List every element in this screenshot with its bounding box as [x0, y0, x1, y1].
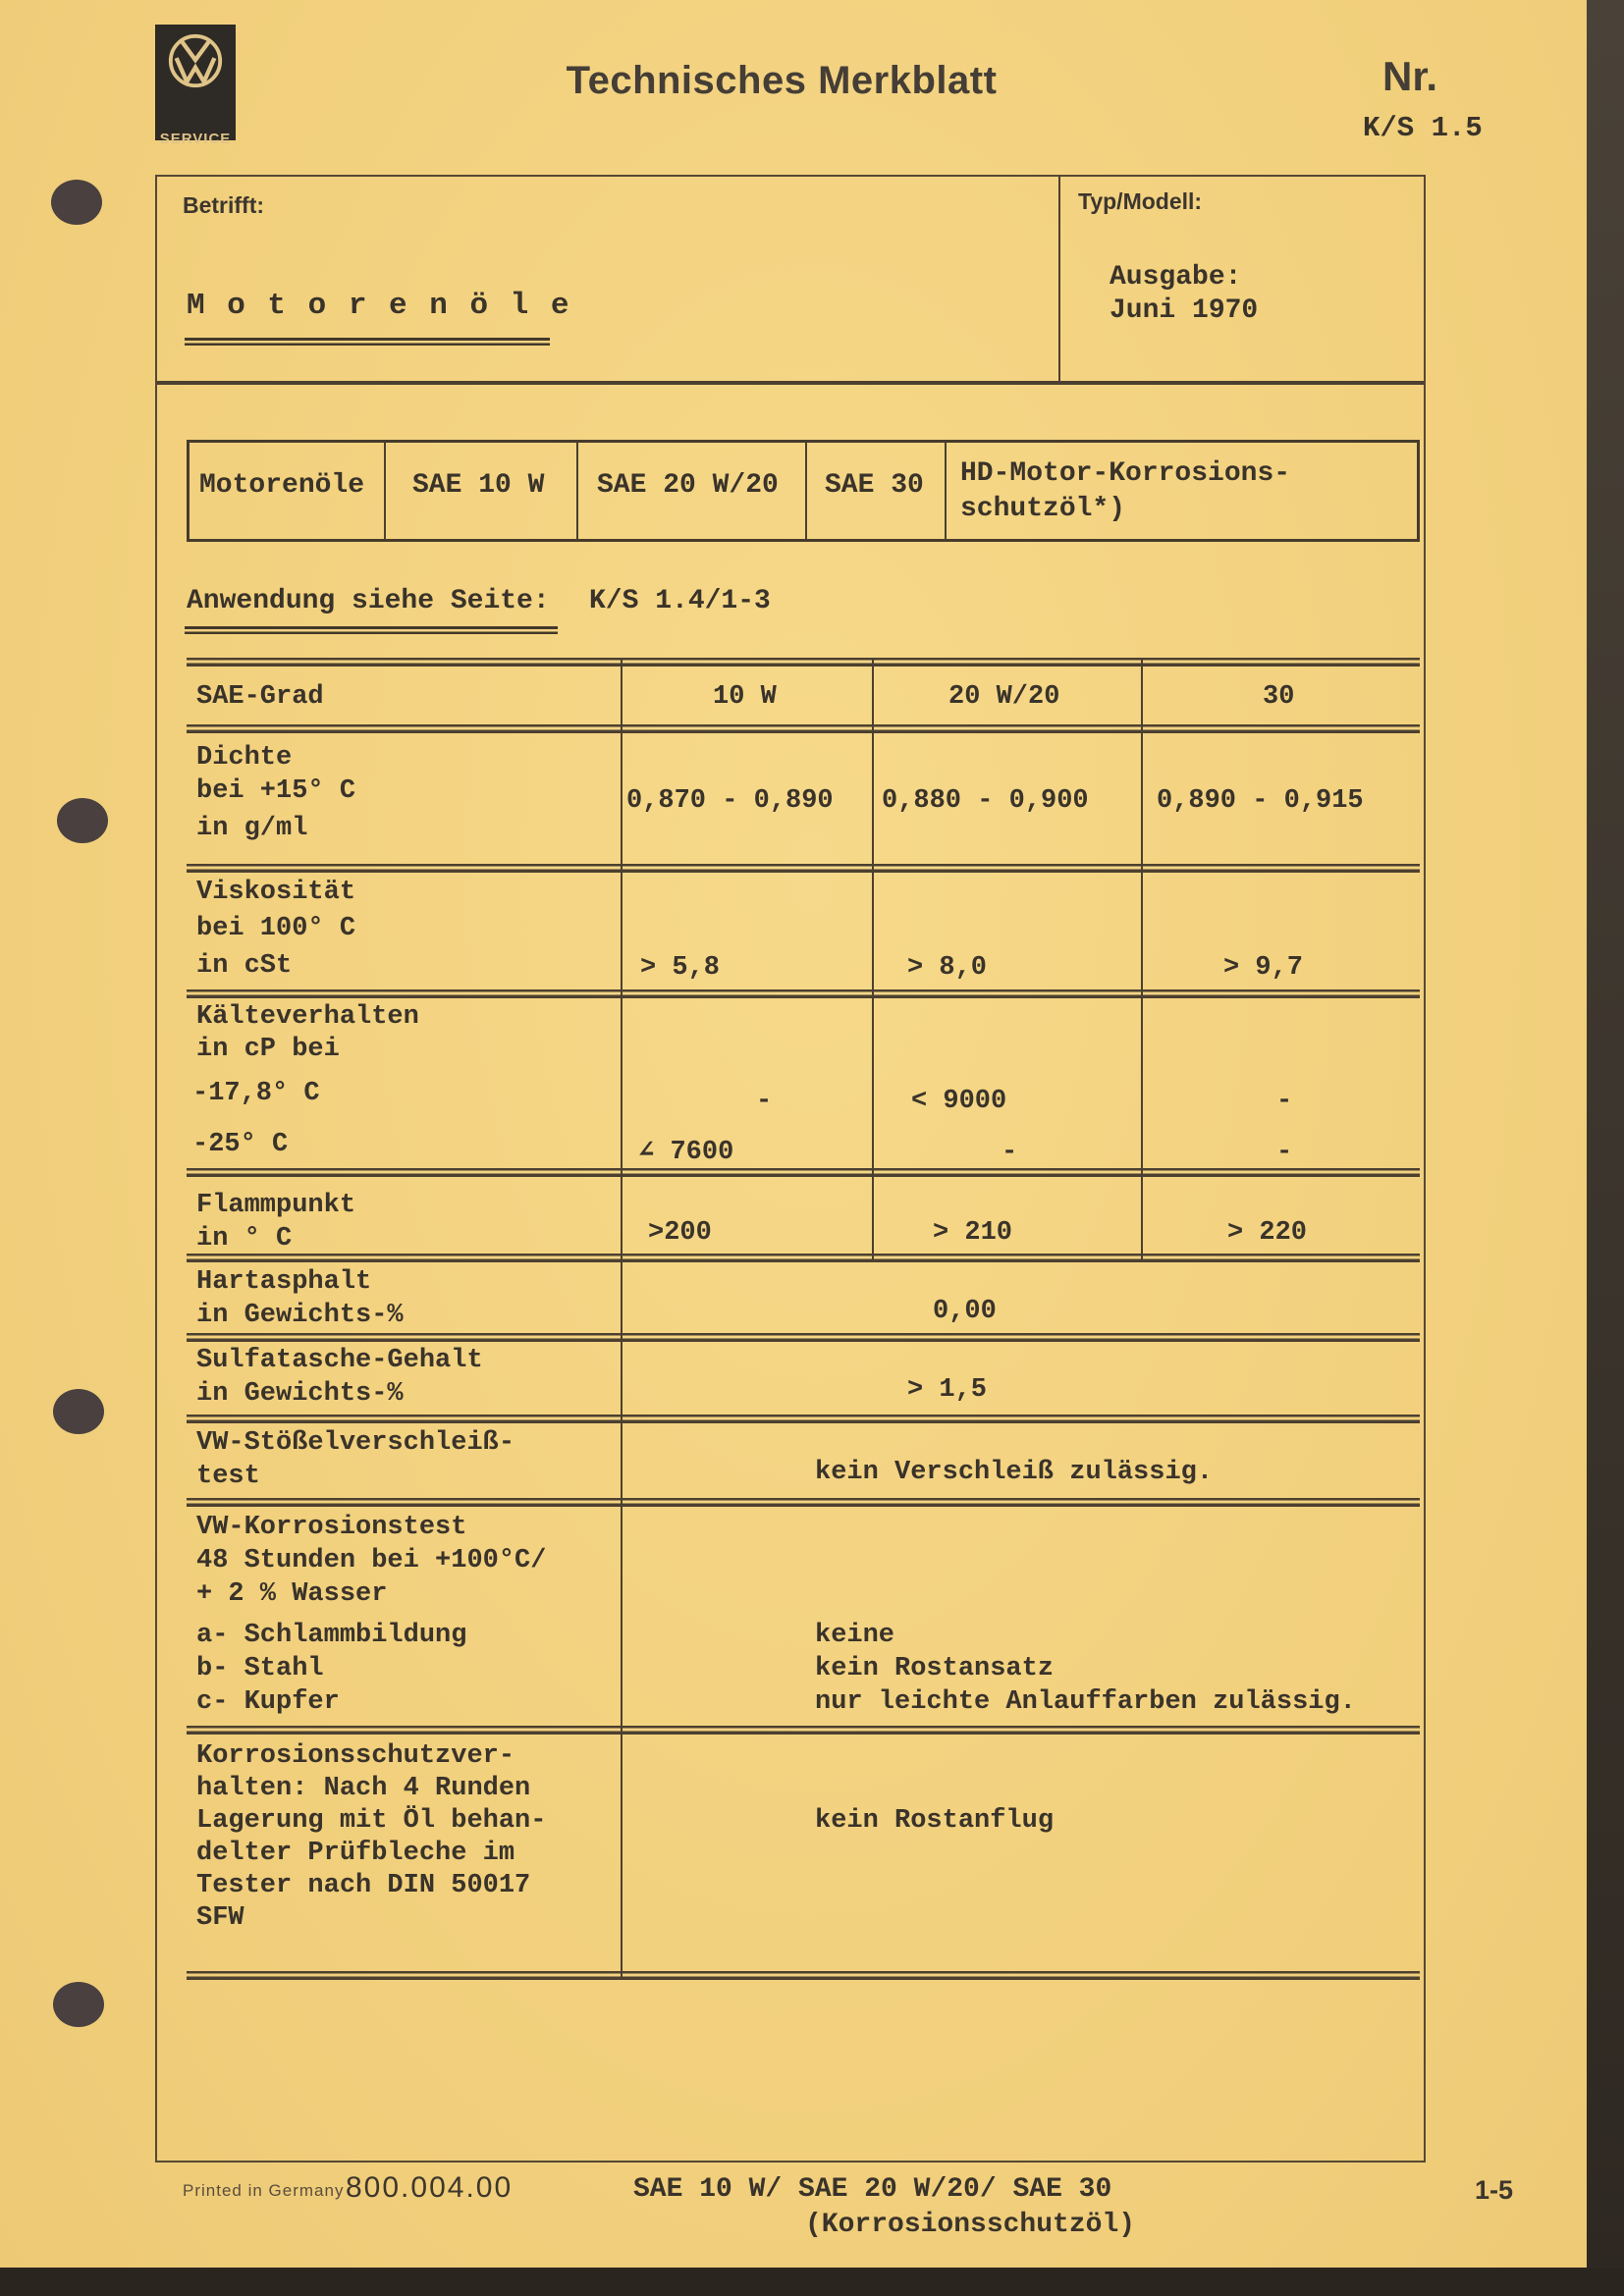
row-label-kaelte-3: -17,8° C [192, 1079, 320, 1108]
oil-types-table [187, 440, 1420, 542]
page-title: Technisches Merkblatt [566, 59, 998, 102]
row-label-hartasphalt-2: in Gewichts-% [196, 1301, 404, 1330]
spec-table-line-after-sulfatasche [187, 1415, 1420, 1423]
cell-kaelte-r1-30: - [1276, 1087, 1293, 1116]
row-label-dichte-3: in g/ml [196, 814, 308, 843]
oil-type-cell-label: Motorenöle [199, 470, 365, 501]
cell-viskositaet-10w: > 5,8 [640, 953, 721, 983]
row-label-schutzverhalten-5: Tester nach DIN 50017 [196, 1871, 531, 1900]
oil-table-divider-4 [945, 443, 947, 539]
subject-underline [185, 338, 550, 346]
cell-flammpunkt-20w20: > 210 [933, 1218, 1013, 1248]
row-label-stoessel-2: test [196, 1462, 260, 1491]
footer-page-number: 1-5 [1475, 2175, 1514, 2205]
footer-printed-label: Printed in Germany [183, 2181, 345, 2200]
anwendung-value: K/S 1.4/1-3 [589, 586, 771, 616]
cell-korrosionstest-c: nur leichte Anlauffarben zulässig. [815, 1687, 1356, 1717]
oil-type-cell-sae20w20: SAE 20 W/20 [597, 470, 779, 501]
spec-table-line-after-viskositaet [187, 989, 1420, 998]
spec-table-line-after-flammpunkt [187, 1254, 1420, 1262]
row-label-kaelte-4: -25° C [192, 1130, 289, 1159]
row-label-korrosionstest-3: + 2 % Wasser [196, 1579, 388, 1609]
footer-order-number: 800.004.00 [346, 2171, 514, 2204]
cell-kaelte-r1-20w20: < 9000 [911, 1087, 1007, 1116]
cell-korrosionstest-b: kein Rostansatz [815, 1654, 1055, 1683]
spec-table-top-line [187, 658, 1420, 667]
cell-schutzverhalten-merged: kein Rostanflug [815, 1806, 1055, 1836]
scan-edge-right [1587, 0, 1624, 2296]
row-label-stoessel-1: VW-Stößelverschleiß- [196, 1428, 515, 1458]
row-label-viskositaet-1: Viskosität [196, 878, 356, 907]
spec-table-line-after-header [187, 724, 1420, 733]
row-label-korrosionstest-b: b- Stahl [196, 1654, 324, 1683]
footer-subject-line1: SAE 10 W/ SAE 20 W/20/ SAE 30 [633, 2174, 1112, 2205]
row-label-schutzverhalten-3: Lagerung mit Öl behan- [196, 1806, 547, 1836]
spec-table-vdivider-col2 [872, 660, 874, 1259]
ausgabe-label: Ausgabe: [1110, 262, 1242, 293]
oil-table-divider-1 [384, 443, 386, 539]
ausgabe-value: Juni 1970 [1110, 295, 1259, 326]
row-label-kaelte-2: in cP bei [196, 1035, 340, 1064]
row-label-schutzverhalten-2: halten: Nach 4 Runden [196, 1774, 531, 1803]
oil-table-divider-2 [576, 443, 578, 539]
row-label-hartasphalt-1: Hartasphalt [196, 1267, 372, 1297]
row-label-sulfatasche-1: Sulfatasche-Gehalt [196, 1346, 483, 1375]
row-label-sulfatasche-2: in Gewichts-% [196, 1379, 404, 1409]
oil-type-cell-sae10w: SAE 10 W [412, 470, 545, 501]
anwendung-label: Anwendung siehe Seite: [187, 586, 550, 616]
oil-type-cell-hd-line1: HD-Motor-Korrosions- [960, 458, 1291, 489]
cell-korrosionstest-a: keine [815, 1621, 895, 1650]
row-label-schutzverhalten-4: delter Prüfbleche im [196, 1839, 515, 1868]
footer-subject-line2: (Korrosionsschutzöl) [805, 2210, 1136, 2240]
spec-table-line-after-korrosionstest [187, 1726, 1420, 1735]
cell-kaelte-r1-10w: - [756, 1087, 773, 1116]
spec-table-vdivider-col3 [1141, 660, 1143, 1259]
cell-flammpunkt-30: > 220 [1227, 1218, 1308, 1248]
row-label-schutzverhalten-1: Korrosionsschutzver- [196, 1741, 515, 1771]
row-label-dichte-2: bei +15° C [196, 776, 356, 806]
row-label-korrosionstest-2: 48 Stunden bei +100°C/ [196, 1546, 547, 1575]
cell-kaelte-r2-20w20: - [1001, 1138, 1018, 1167]
info-box-bottom-divider [157, 381, 1424, 385]
row-label-korrosionstest-1: VW-Korrosionstest [196, 1513, 467, 1542]
row-label-kaelte-1: Kälteverhalten [196, 1002, 419, 1032]
cell-dichte-20w20: 0,880 - 0,900 [882, 786, 1089, 816]
punch-hole-4 [53, 1982, 104, 2027]
scan-edge-bottom [0, 2268, 1624, 2296]
spec-col-header-20w20: 20 W/20 [948, 682, 1060, 712]
punch-hole-3 [53, 1389, 104, 1434]
oil-type-cell-sae30: SAE 30 [825, 470, 924, 501]
subject-title: M o t o r e n ö l e [187, 289, 571, 323]
oil-type-cell-hd-line2: schutzöl*) [960, 494, 1126, 524]
service-label: SERVICE [159, 131, 232, 147]
spec-col-header-label: SAE-Grad [196, 682, 324, 712]
cell-flammpunkt-10w: >200 [648, 1218, 712, 1248]
punch-hole-2 [57, 798, 108, 843]
row-label-viskositaet-3: in cSt [196, 951, 293, 981]
spec-table-vdivider-labels [621, 660, 623, 1978]
spec-table-bottom-line [187, 1971, 1420, 1980]
vw-logo-icon [165, 30, 226, 96]
cell-hartasphalt-merged: 0,00 [933, 1297, 997, 1326]
cell-viskositaet-30: > 9,7 [1223, 953, 1304, 983]
spec-table-line-after-stoessel [187, 1498, 1420, 1507]
spec-col-header-30: 30 [1263, 682, 1295, 712]
row-label-flammpunkt-1: Flammpunkt [196, 1191, 356, 1220]
row-label-korrosionstest-a: a- Schlammbildung [196, 1621, 467, 1650]
row-label-flammpunkt-2: in ° C [196, 1224, 293, 1254]
row-label-dichte-1: Dichte [196, 743, 293, 773]
spec-table-line-after-kaelte [187, 1168, 1420, 1177]
cell-kaelte-r2-10w: ∠ 7600 [638, 1138, 734, 1167]
spec-table-line-after-dichte [187, 864, 1420, 873]
punch-hole-1 [51, 180, 102, 225]
oil-table-divider-3 [805, 443, 807, 539]
row-label-viskositaet-2: bei 100° C [196, 914, 356, 943]
cell-sulfatasche-merged: > 1,5 [907, 1375, 988, 1405]
spec-table-line-after-hartasphalt [187, 1333, 1420, 1342]
doc-number-value: K/S 1.5 [1363, 112, 1483, 144]
cell-dichte-30: 0,890 - 0,915 [1157, 786, 1364, 816]
anwendung-underline [185, 626, 558, 634]
betrifft-label: Betrifft: [183, 192, 265, 218]
spec-col-header-10w: 10 W [713, 682, 777, 712]
cell-viskositaet-20w20: > 8,0 [907, 953, 988, 983]
info-box-vertical-divider [1058, 177, 1060, 383]
vw-service-badge [155, 25, 236, 147]
typ-modell-label: Typ/Modell: [1078, 188, 1203, 214]
row-label-korrosionstest-c: c- Kupfer [196, 1687, 340, 1717]
cell-dichte-10w: 0,870 - 0,890 [626, 786, 834, 816]
cell-stoessel-merged: kein Verschleiß zulässig. [815, 1458, 1214, 1487]
cell-kaelte-r2-30: - [1276, 1138, 1293, 1167]
row-label-schutzverhalten-6: SFW [196, 1903, 244, 1933]
doc-number-label: Nr. [1382, 53, 1438, 99]
